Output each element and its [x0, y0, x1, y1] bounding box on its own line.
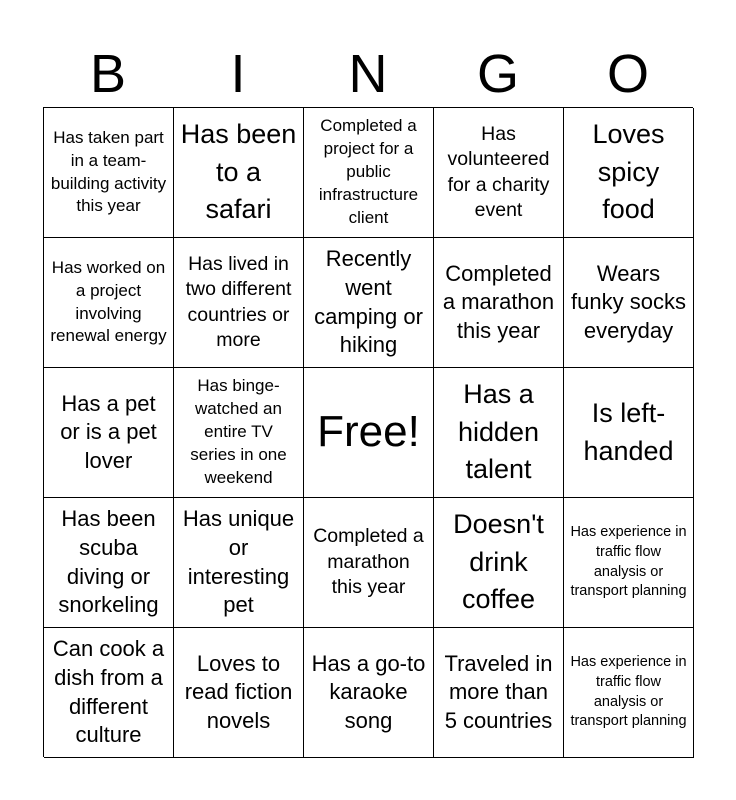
header-letter-o: O — [606, 44, 649, 104]
bingo-cell-r4c5[interactable]: Has experience in traffic flow analysis or transport planning — [564, 498, 694, 628]
bingo-cell-r2c2[interactable]: Has lived in two different countries or more — [174, 238, 304, 368]
bingo-cell-r1c1[interactable]: Has taken part in a team-building activity this year — [44, 108, 174, 238]
bingo-cell-r4c2[interactable]: Has unique or interesting pet — [174, 498, 304, 628]
bingo-cell-r2c5[interactable]: Wears funky socks everyday — [564, 238, 694, 368]
bingo-cell-r1c2[interactable]: Has been to a safari — [174, 108, 304, 238]
bingo-cell-r2c4[interactable]: Completed a marathon this year — [434, 238, 564, 368]
bingo-cell-r3c1[interactable]: Has a pet or is a pet lover — [44, 368, 174, 498]
bingo-cell-r3c4[interactable]: Has a hidden talent — [434, 368, 564, 498]
header-letter-n: N — [348, 44, 388, 104]
bingo-cell-r4c4[interactable]: Doesn't drink coffee — [434, 498, 564, 628]
bingo-header — [43, 40, 693, 108]
bingo-cell-r1c3[interactable]: Completed a project for a public infrastructure client — [304, 108, 434, 238]
bingo-cell-r4c1[interactable]: Has been scuba diving or snorkeling — [44, 498, 174, 628]
header-letter-i: I — [230, 44, 246, 104]
bingo-cell-r5c2[interactable]: Loves to read fiction novels — [174, 628, 304, 758]
bingo-board — [43, 107, 693, 757]
bingo-cell-r4c3[interactable]: Completed a marathon this year — [304, 498, 434, 628]
bingo-cell-free[interactable]: Free! — [304, 368, 434, 498]
bingo-cell-r5c5[interactable]: Has experience in traffic flow analysis or transport planning — [564, 628, 694, 758]
bingo-cell-r5c3[interactable]: Has a go-to karaoke song — [304, 628, 434, 758]
bingo-cell-r3c2[interactable]: Has binge-watched an entire TV series in one weekend — [174, 368, 304, 498]
bingo-cell-r5c1[interactable]: Can cook a dish from a different culture — [44, 628, 174, 758]
bingo-cell-r2c1[interactable]: Has worked on a project involving renewal energy — [44, 238, 174, 368]
bingo-cell-r2c3[interactable]: Recently went camping or hiking — [304, 238, 434, 368]
header-letter-b: B — [89, 44, 127, 104]
bingo-cell-r1c5[interactable]: Loves spicy food — [564, 108, 694, 238]
bingo-cell-r1c4[interactable]: Has volunteered for a charity event — [434, 108, 564, 238]
header-letter-g: G — [476, 44, 519, 104]
bingo-cell-r5c4[interactable]: Traveled in more than 5 countries — [434, 628, 564, 758]
bingo-cell-r3c5[interactable]: Is left-handed — [564, 368, 694, 498]
